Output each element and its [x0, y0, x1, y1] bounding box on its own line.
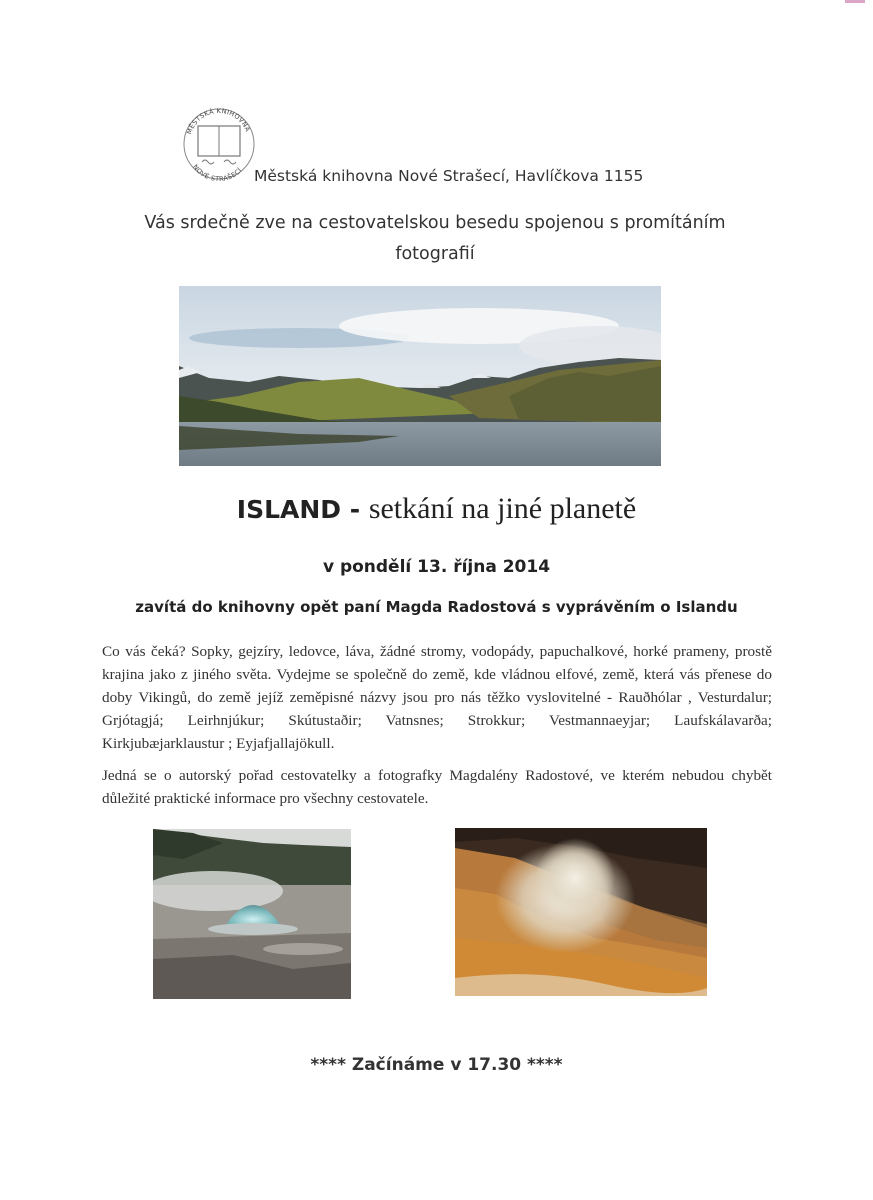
open-book-icon: [198, 126, 240, 164]
event-title-subtitle: setkání na jiné planetě: [368, 492, 637, 525]
description-paragraph-1: Co vás čeká? Sopky, gejzíry, ledovce, láva, žádné stromy, vodopády, papuchalkové, horké prameny, prostě krajina jako z jiného světa. Vydejme se společně do země, kde vládnou elfové, země, která vás přenese do doby Vikingů, do země jejíž zeměpisné názvy jsou pro nás těžko vyslovitelné - Rauðhólar , Vesturdalur; Grjótagjá; Leirhnjúkur; Skútustaðir; Vatnsnes; Strokkur; Vestmannaeyjar; Laufskálavarða; Kirkjubæjarklaustur ; Eyjafjallajökull.: [102, 643, 772, 752]
library-logo: [180, 98, 258, 186]
event-title: [0, 492, 873, 526]
invitation-text: [100, 208, 770, 270]
iceland-landscape-photo: [179, 286, 661, 466]
start-time: **** Začínáme v 17.30 ****: [310, 1055, 563, 1075]
invitation-line-1: Vás srdečně zve na cestovatelskou besedu spojenou s promítáním: [144, 213, 726, 233]
geyser-photo: [153, 829, 351, 999]
library-address: Městská knihovna Nové Strašecí, Havlíčkova 1155: [254, 167, 644, 185]
steam-vent-photo: [455, 828, 707, 996]
event-date: v pondělí 13. října 2014: [322, 557, 551, 577]
logo-arc-text-top: MĚSTSKÁ KNIHOVNA: [185, 106, 252, 136]
scan-corner-mark: [845, 0, 865, 3]
invitation-line-2: fotografií: [395, 244, 475, 264]
svg-text:NOVÉ STRAŠECÍ: [191, 163, 244, 183]
logo-arc-text-bottom: NOVÉ STRAŠECÍ: [191, 163, 244, 184]
event-visitor: zavítá do knihovny opět paní Magda Radostová s vyprávěním o Islandu: [135, 598, 738, 616]
description-paragraph-2: Jedná se o autorský pořad cestovatelky a fotografky Magdalény Radostové, ve kterém nebudou chybět důležité praktické informace pro všechny cestovatele.: [102, 767, 772, 807]
event-title-bold: ISLAND -: [236, 495, 369, 524]
